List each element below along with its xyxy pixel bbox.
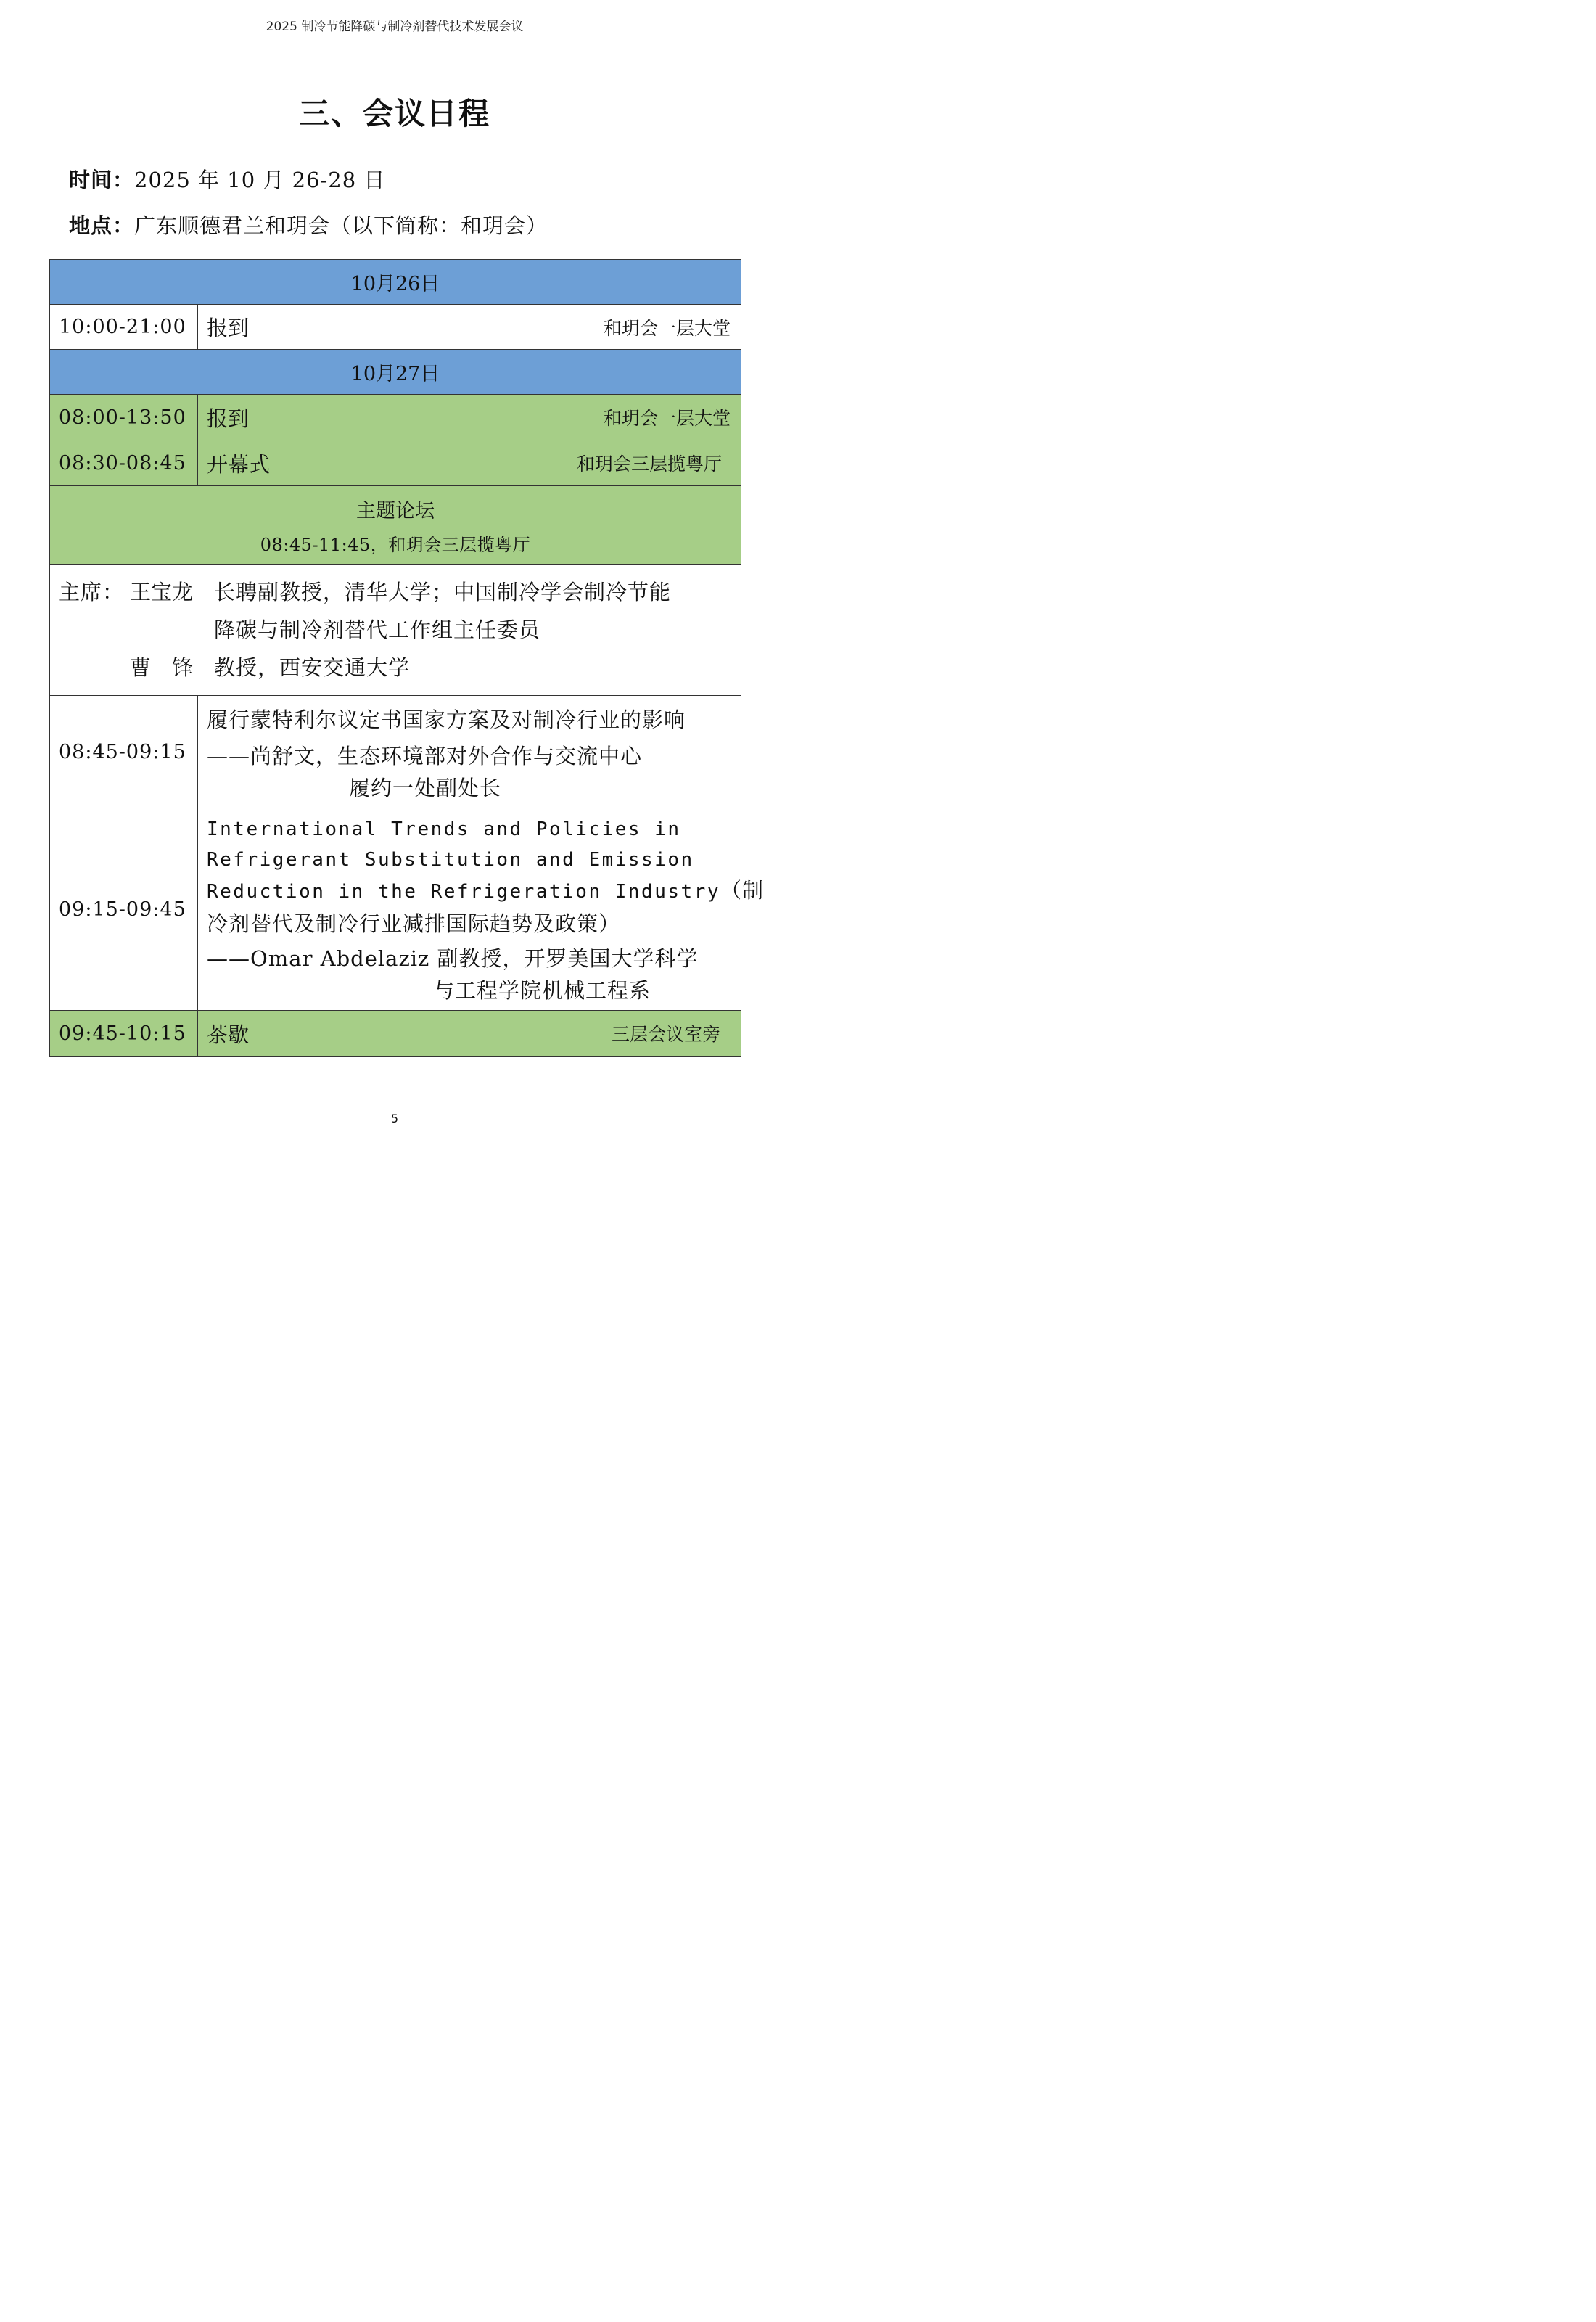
talk-title-en-text: Reduction in the Refrigeration Industry [207,881,720,903]
date-row-day2 [50,350,741,395]
chairs-cell [50,565,741,696]
chair-title-continued: 降碳与制冷剂替代工作组主任委员 [214,618,541,642]
event-cell [198,440,741,486]
place-label: 地点： [69,213,135,238]
time-cell: 08:30-08:45 [50,440,198,486]
running-header: 2025 制冷节能降碳与制冷剂替代技术发展会议 [266,20,524,34]
talk-row [50,696,741,808]
time-label: 时间： [69,168,135,192]
place-value: 广东顺德君兰和玥会（以下简称：和玥会） [134,213,548,238]
talk-title-en: International Trends and Policies in [207,819,681,840]
forum-subtitle: 08:45-11:45，和玥会三层揽粤厅 [260,534,531,555]
date-row-day1 [50,260,741,305]
schedule-row [50,305,741,350]
date-header: 10月26日 [50,260,741,305]
talk-title-cn: 冷剂替代及制冷行业减排国际趋势及政策） [207,911,621,936]
chair-name: 王宝龙 [130,580,194,604]
event-name: 茶歇 [207,1022,250,1047]
chair-line [59,611,741,649]
event-cell [198,395,741,440]
meeting-time [69,164,385,194]
forum-title: 主题论坛 [356,499,435,522]
event-name: 报到 [207,406,250,431]
talk-speaker: ——Omar Abdelaziz 副教授，开罗美国大学科学 [207,946,699,971]
talk-cell [198,696,741,808]
event-cell [198,305,741,350]
event-venue: 和玥会一层大堂 [603,408,731,429]
chair-line [59,649,741,686]
chair-line [59,573,741,611]
meeting-place [69,210,548,239]
page-title: 三、会议日程 [298,96,490,131]
event-venue: 和玥会三层揽粤厅 [576,454,722,475]
forum-row [50,486,741,565]
time-cell: 09:15-09:45 [50,808,198,1011]
time-cell: 08:45-09:15 [50,696,198,808]
talk-row [50,808,741,1011]
schedule-row [50,395,741,440]
event-name: 开幕式 [207,451,271,477]
schedule-row [50,440,741,486]
time-cell: 09:45-10:15 [50,1011,198,1057]
schedule-row [50,1011,741,1057]
time-cell: 10:00-21:00 [50,305,198,350]
event-name: 报到 [207,316,250,340]
chairs-row [50,565,741,696]
chair-label: 主席： [59,580,125,604]
schedule-table [49,259,764,1057]
talk-cell [198,808,764,1011]
page-number: 5 [390,1112,399,1125]
talk-title-en: Refrigerant Substitution and Emission [207,849,694,871]
chair-title: 教授，西安交通大学 [214,655,411,680]
talk-speaker-continued: 履约一处副处长 [349,776,502,800]
talk-speaker: ——尚舒文，生态环境部对外合作与交流中心 [207,744,643,768]
date-header: 10月27日 [50,350,741,395]
event-venue: 和玥会一层大堂 [603,317,731,339]
event-cell [198,1011,741,1057]
talk-speaker-continued: 与工程学院机械工程系 [433,978,651,1003]
forum-cell [50,486,741,565]
chair-title: 长聘副教授，清华大学；中国制冷学会制冷节能 [214,580,672,604]
talk-title-cn: （制 [720,878,764,903]
time-cell: 08:00-13:50 [50,395,198,440]
event-venue: 三层会议室旁 [611,1024,720,1045]
time-value: 2025 年 10 月 26-28 日 [134,168,386,192]
talk-title: 履行蒙特利尔议定书国家方案及对制冷行业的影响 [207,707,686,732]
chair-name: 曹 锋 [130,655,194,680]
talk-title-en [207,875,764,907]
